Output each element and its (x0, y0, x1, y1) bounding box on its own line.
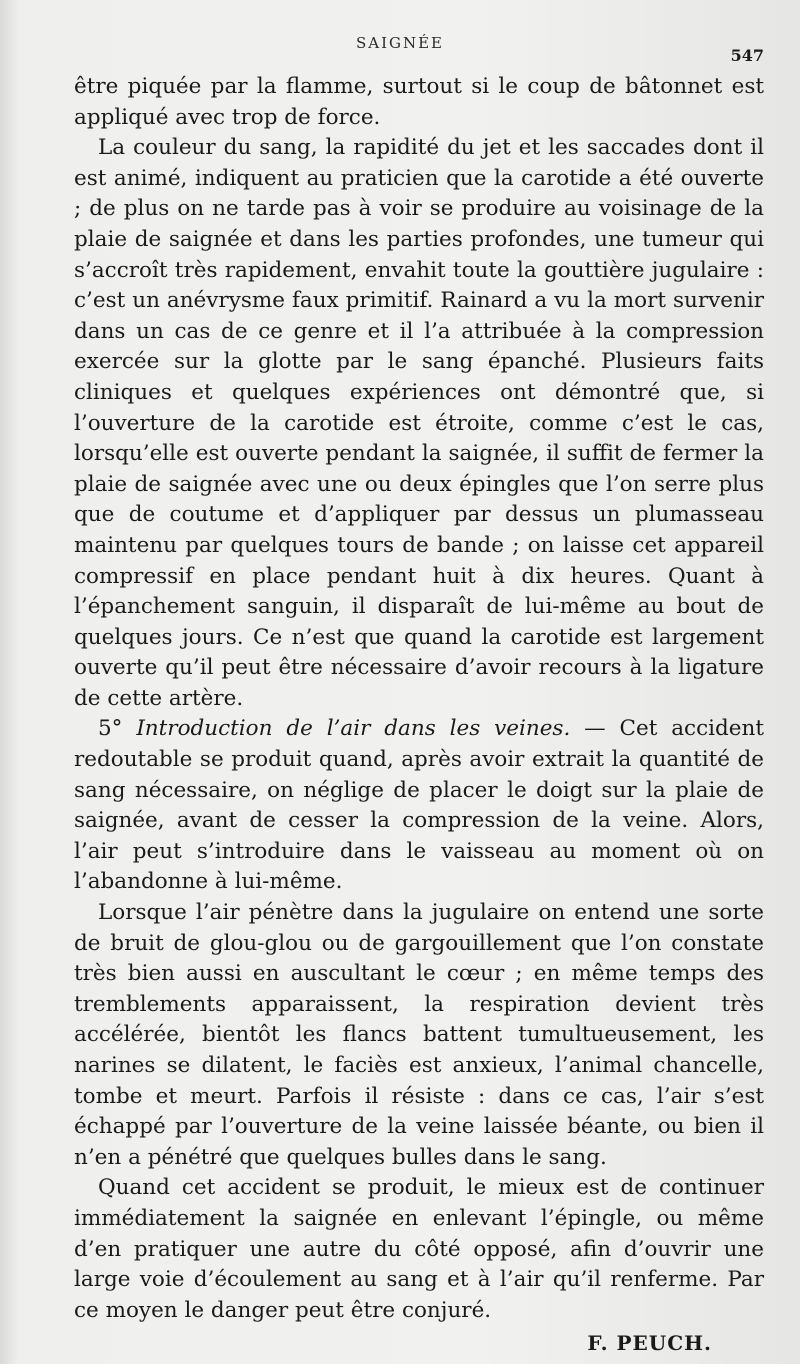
running-title: SAIGNÉE (355, 34, 445, 52)
paragraph-continuation: être piquée par la flamme, surtout si le coup de bâtonnet est appliqué avec trop de force. (74, 74, 764, 130)
author-signature: F. PEUCH. (587, 1331, 712, 1356)
section-text: — Cet accident redoutable se produit quand, après avoir extrait la quantité de sang nécessaire, on néglige de placer le doigt sur la plaie de saignée, avant de cesser la compression de la veine. Alors, l’air peut s’introduire dans le vaisseau au moment où on l’abandonne à lui-même. (74, 716, 764, 895)
section-title: Introduction de l’air dans les veines. (136, 716, 571, 742)
page-body (74, 72, 764, 1359)
paragraph-introduction-air (74, 714, 764, 898)
paragraph-accident: Quand cet accident se produit, le mieux est de continuer immédiatement la saignée en enlevant l’épingle, ou même d’en pratiquer une autre du côté opposé, afin d’ouvrir une large voie d’écoulement au sang et à l’air qu’il renferme. Par ce moyen le danger peut être conjuré. (74, 1175, 764, 1323)
page-number: 547 (730, 46, 764, 65)
section-number: 5° (98, 716, 123, 742)
paragraph-jugulaire: Lorsque l’air pénètre dans la jugulaire on entend une sorte de bruit de glou-glou ou de gargouillement que l’on constate très bien aussi en auscultant le cœur ; en même temps des tremblements apparaissent, la respiration devient très accélérée, bientôt les flancs battent tumultueusement, les narines se dilatent, le faciès est anxieux, l’animal chancelle, tombe et meurt. Parfois il résiste : dans ce cas, l’air s’est échappé par l’ouverture de la veine laissée béante, ou bien il n’en a pénétré que quelques bulles dans le sang. (74, 900, 764, 1170)
paragraph-carotide: La couleur du sang, la rapidité du jet et les saccades dont il est animé, indiquent au praticien que la carotide a été ouverte ; de plus on ne tarde pas à voir se produire au voisinage de la plaie de saignée et dans les parties profondes, une tumeur qui s’accroît très rapidement, envahit toute la gouttière jugulaire : c’est un anévrysme faux primitif. Rainard a vu la mort survenir dans un cas de ce genre et il l’a attribuée à la compression exercée sur la glotte par le sang épanché. Plusieurs faits cliniques et quelques expériences ont démontré que, si l’ouverture de la carotide est étroite, comme c’est le cas, lorsqu’elle est ouverte pendant la saignée, il suffit de fermer la plaie de saignée avec une ou deux épingles que l’on serre plus que de coutume et d’appliquer par dessus un plumasseau maintenu par quelques tours de bande ; on laisse cet appareil compressif en place pendant huit à dix heures. Quant à l’épanchement sanguin, il disparaît de lui-même au bout de quelques jours. Ce n’est que quand la carotide est largement ouverte qu’il peut être nécessaire d’avoir recours à la ligature de cette artère. (74, 135, 764, 711)
